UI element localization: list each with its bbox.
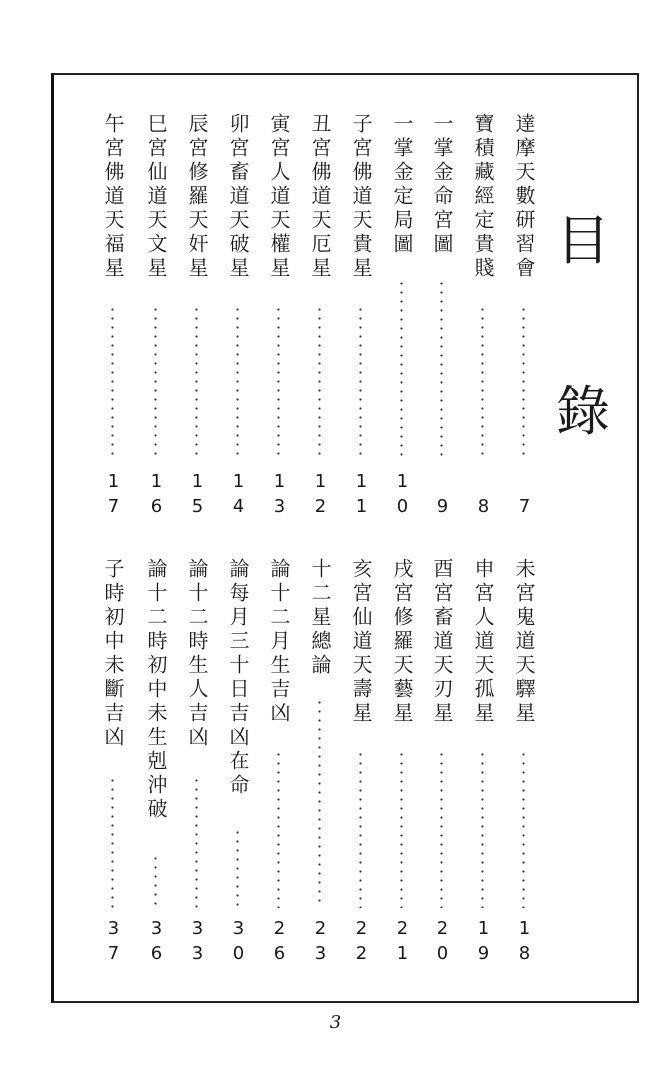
toc-entry-title: 子宮佛道天貴星 [349, 113, 373, 281]
toc-entry [429, 113, 455, 521]
toc-entry-page: 19 [473, 918, 494, 968]
title-char-lu: 錄 [556, 380, 610, 443]
toc-entry-page: 8 [473, 496, 494, 521]
toc-entry-title: 論十二月生吉凶 [267, 558, 291, 726]
toc-entry [389, 558, 415, 968]
toc-entry-title: 申宮人道天孤星 [471, 558, 495, 726]
toc-entry [348, 558, 374, 968]
leader-dots [400, 750, 403, 908]
leader-dots [195, 305, 198, 461]
leader-dots [359, 305, 362, 461]
leader-dots [236, 305, 239, 461]
toc-entry [100, 113, 126, 521]
leader-dots [522, 305, 525, 461]
toc-entry [143, 113, 169, 521]
leader-dots [318, 305, 321, 461]
toc-entry-page: 12 [310, 471, 331, 521]
leader-dots [359, 750, 362, 908]
toc-entry [266, 113, 292, 521]
toc-entry-page: 13 [269, 471, 290, 521]
toc-entry [100, 558, 126, 968]
toc-entry-page: 16 [146, 471, 167, 521]
page-number: 3 [329, 1012, 342, 1033]
toc-entry-title: 一掌金定局圖 [390, 113, 414, 257]
toc-entry-page: 20 [432, 918, 453, 968]
toc-entry-page: 7 [514, 496, 535, 521]
toc-entry [470, 558, 496, 968]
toc-entry-page: 23 [310, 918, 331, 968]
leader-dots [440, 279, 443, 461]
toc-entry-page: 37 [103, 918, 124, 968]
toc-entry-page: 9 [432, 496, 453, 521]
toc-entry [225, 113, 251, 521]
toc-entry-title: 子時初中未斷吉凶 [101, 558, 125, 750]
toc-entry [184, 558, 210, 968]
leader-dots [522, 750, 525, 908]
toc-entry-title: 未宮鬼道天驛星 [512, 558, 536, 726]
leader-dots [481, 750, 484, 908]
toc-entry-page: 10 [392, 471, 413, 521]
toc-entry-page: 14 [228, 471, 249, 521]
leader-dots [277, 750, 280, 908]
toc-entry-title: 論十二時初中未生剋沖破 [144, 558, 168, 822]
toc-entry [184, 113, 210, 521]
toc-entry-title: 卯宮畜道天破星 [226, 113, 250, 281]
toc-entry [511, 558, 537, 968]
leader-dots [154, 305, 157, 461]
toc-entry-title: 一掌金命宮圖 [430, 113, 454, 257]
leader-dots [236, 828, 239, 908]
toc-entry [143, 558, 169, 968]
leader-dots [154, 854, 157, 908]
toc-entry-title: 辰宮修羅天奸星 [185, 113, 209, 281]
toc-entry-page: 22 [351, 918, 372, 968]
toc-entry-title: 論每月三十日吉凶在命 [226, 558, 250, 798]
leader-dots [111, 305, 114, 461]
toc-entry-page: 30 [228, 918, 249, 968]
toc-entry-title: 戌宮修羅天藝星 [390, 558, 414, 726]
toc-entry-page: 36 [146, 918, 167, 968]
toc-entry-title: 午宮佛道天福星 [101, 113, 125, 281]
leader-dots [277, 305, 280, 461]
toc-entry-page: 26 [269, 918, 290, 968]
toc-entry-page: 21 [392, 918, 413, 968]
toc-entry-title: 達摩天數研習會 [512, 113, 536, 281]
toc-entry-title: 寅宮人道天權星 [267, 113, 291, 281]
toc-entry-title: 亥宮仙道天壽星 [349, 558, 373, 726]
toc-entry-page: 15 [187, 471, 208, 521]
toc-entry-page: 17 [103, 471, 124, 521]
toc-entry-page: 33 [187, 918, 208, 968]
toc-entry-title: 寶積藏經定貴賤 [471, 113, 495, 281]
leader-dots [440, 750, 443, 908]
toc-entry [307, 558, 333, 968]
toc-entry [470, 113, 496, 521]
toc-entry [307, 113, 333, 521]
toc-entry [429, 558, 455, 968]
toc-entry-title: 巳宮仙道天文星 [144, 113, 168, 281]
toc-entry [389, 113, 415, 521]
toc-entry-page: 18 [514, 918, 535, 968]
toc-entry-title: 酉宮畜道天刃星 [430, 558, 454, 726]
toc-entry [266, 558, 292, 968]
leader-dots [481, 305, 484, 461]
toc-entry [511, 113, 537, 521]
title-char-mu: 目 [556, 209, 610, 272]
leader-dots [111, 776, 114, 908]
toc-entry-title: 丑宮佛道天厄星 [308, 113, 332, 281]
toc-entry [225, 558, 251, 968]
leader-dots [318, 698, 321, 908]
leader-dots [195, 776, 198, 908]
toc-entry-title: 十二星總論 [308, 558, 332, 678]
toc-entry-page: 11 [351, 471, 372, 521]
page-border [51, 73, 639, 1003]
toc-entry-title: 論十二時生人吉凶 [185, 558, 209, 750]
leader-dots [400, 279, 403, 461]
toc-entry [348, 113, 374, 521]
